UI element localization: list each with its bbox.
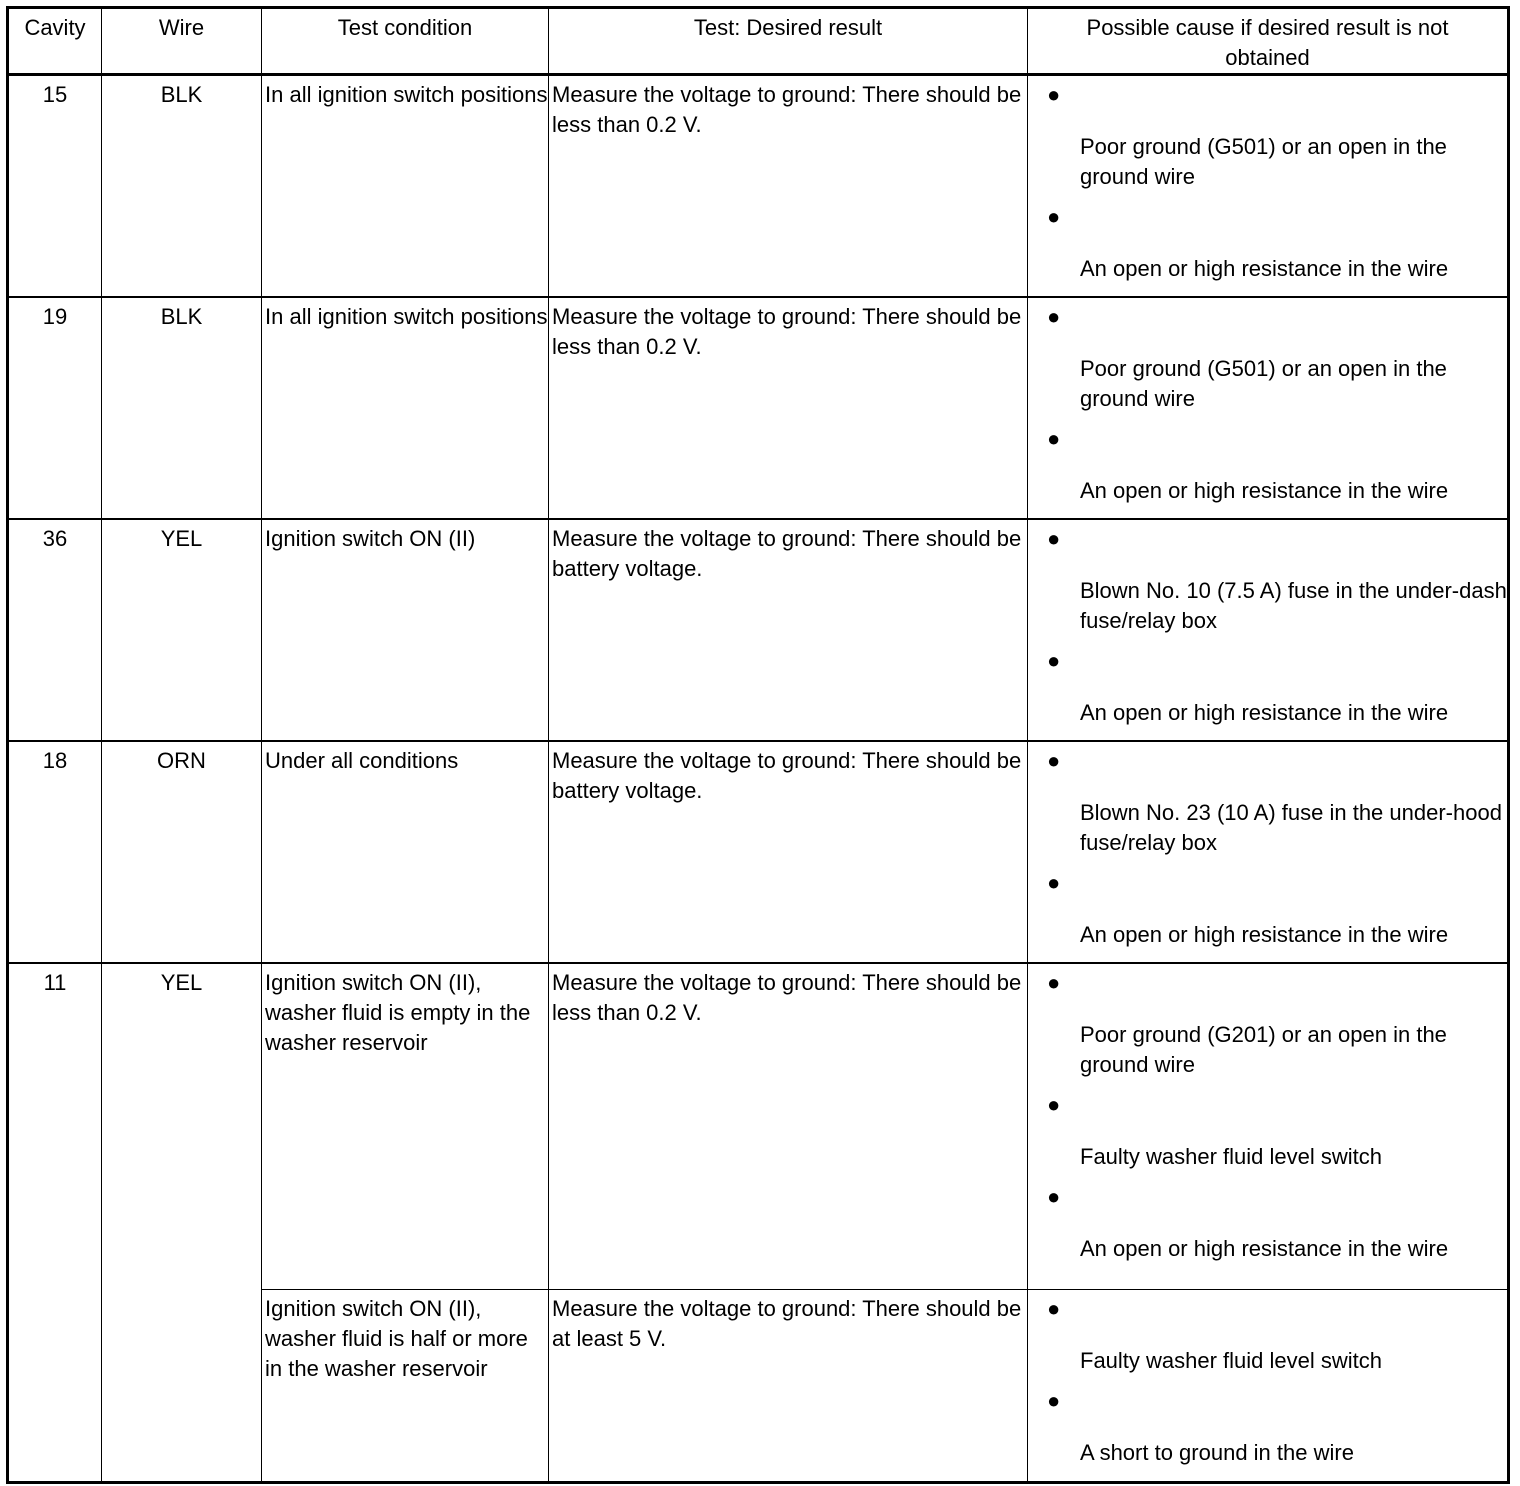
cause-list-item — [1028, 76, 1507, 198]
cause-list-item — [1028, 420, 1507, 512]
cause-list-item — [1028, 742, 1507, 864]
cause-list-item — [1028, 298, 1507, 420]
cavity-cell: 19 — [8, 297, 102, 519]
connector-test-table — [6, 6, 1510, 1484]
cavity-cell: 36 — [8, 519, 102, 741]
bullet-icon: ● — [1047, 425, 1061, 451]
bullet-icon: ● — [1047, 969, 1061, 995]
test-condition-cell: Ignition switch ON (II) — [262, 519, 549, 741]
cause-text: Blown No. 23 (10 A) fuse in the under-hood fuse/relay box — [1080, 799, 1502, 855]
cause-text: An open or high resistance in the wire — [1080, 1235, 1449, 1261]
bullet-icon: ● — [1047, 869, 1061, 895]
desired-result-cell: Measure the voltage to ground: There should be less than 0.2 V. — [549, 297, 1028, 519]
table-row — [8, 297, 1509, 519]
cause-text: Poor ground (G501) or an open in the ground wire — [1080, 134, 1447, 189]
header-desired-result: Test: Desired result — [549, 8, 1028, 75]
wire-cell: YEL — [102, 963, 262, 1483]
cause-list-item — [1028, 864, 1507, 956]
table-body — [8, 75, 1509, 1483]
bullet-icon: ● — [1047, 1388, 1061, 1413]
cause-text: An open or high resistance in the wire — [1080, 256, 1449, 281]
cause-text: Faulty washer fluid level switch — [1080, 1143, 1383, 1169]
cavity-cell: 15 — [8, 75, 102, 297]
desired-result-cell: Measure the voltage to ground: There should be less than 0.2 V. — [549, 963, 1028, 1290]
bullet-icon: ● — [1047, 204, 1061, 229]
table-row — [8, 963, 1509, 1290]
possible-cause-cell — [1028, 519, 1509, 741]
cause-text: An open or high resistance in the wire — [1080, 699, 1449, 725]
possible-cause-cell — [1028, 1290, 1509, 1483]
bullet-icon: ● — [1047, 647, 1061, 673]
desired-result-cell: Measure the voltage to ground: There should be battery voltage. — [549, 741, 1028, 963]
desired-result-cell: Measure the voltage to ground: There should be at least 5 V. — [549, 1290, 1028, 1483]
cavity-cell: 11 — [8, 963, 102, 1483]
bullet-icon: ● — [1047, 1296, 1061, 1321]
wire-cell: ORN — [102, 741, 262, 963]
bullet-icon: ● — [1047, 303, 1061, 329]
test-condition-cell: In all ignition switch positions — [262, 297, 549, 519]
test-condition-cell: Ignition switch ON (II), washer fluid is half or more in the washer reservoir — [262, 1290, 549, 1483]
possible-cause-cell — [1028, 741, 1509, 963]
wire-cell: YEL — [102, 519, 262, 741]
table-row — [8, 75, 1509, 297]
cause-list-item — [1028, 1382, 1507, 1474]
test-condition-cell: Ignition switch ON (II), washer fluid is empty in the washer reservoir — [262, 963, 549, 1290]
possible-cause-cell — [1028, 75, 1509, 297]
table-row — [8, 741, 1509, 963]
possible-cause-cell — [1028, 297, 1509, 519]
header-possible-cause: Possible cause if desired result is not obtained — [1028, 8, 1509, 75]
test-condition-cell: Under all conditions — [262, 741, 549, 963]
possible-cause-cell — [1028, 963, 1509, 1290]
bullet-icon: ● — [1047, 1091, 1061, 1117]
header-cavity: Cavity — [8, 8, 102, 75]
cause-text: A short to ground in the wire — [1080, 1440, 1354, 1465]
desired-result-cell: Measure the voltage to ground: There should be battery voltage. — [549, 519, 1028, 741]
bullet-icon: ● — [1047, 525, 1061, 551]
cause-list-item — [1028, 1178, 1507, 1270]
cause-text: Blown No. 10 (7.5 A) fuse in the under-dash fuse/relay box — [1080, 577, 1507, 633]
cause-text: Faulty washer fluid level switch — [1080, 1348, 1383, 1373]
cause-list-item — [1028, 964, 1507, 1086]
wire-cell: BLK — [102, 297, 262, 519]
cause-text: Poor ground (G501) or an open in the ground wire — [1080, 355, 1447, 411]
cause-list-item — [1028, 642, 1507, 734]
cause-list-item — [1028, 1290, 1507, 1382]
cavity-cell: 18 — [8, 741, 102, 963]
cause-list-item — [1028, 1086, 1507, 1178]
bullet-icon: ● — [1047, 1183, 1061, 1209]
bullet-icon: ● — [1047, 747, 1061, 773]
table-row — [8, 519, 1509, 741]
header-test-condition: Test condition — [262, 8, 549, 75]
test-condition-cell: In all ignition switch positions — [262, 75, 549, 297]
cause-text: An open or high resistance in the wire — [1080, 921, 1449, 947]
header-wire: Wire — [102, 8, 262, 75]
cause-text: An open or high resistance in the wire — [1080, 477, 1449, 503]
cause-text: Poor ground (G201) or an open in the ground wire — [1080, 1021, 1447, 1077]
desired-result-cell: Measure the voltage to ground: There should be less than 0.2 V. — [549, 75, 1028, 297]
wire-cell: BLK — [102, 75, 262, 297]
cause-list-item — [1028, 198, 1507, 290]
header-row — [8, 8, 1509, 75]
cause-list-item — [1028, 520, 1507, 642]
bullet-icon: ● — [1047, 82, 1061, 107]
